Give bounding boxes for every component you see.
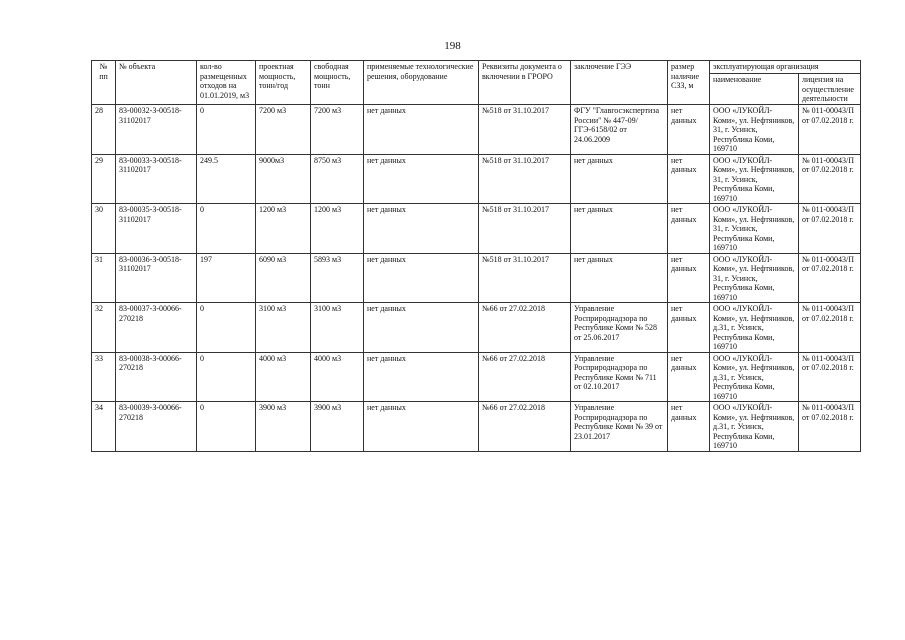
cell-object-no: 83-00037-З-00066-270218 [116,303,197,353]
table-row [92,303,861,353]
cell-num: 34 [92,402,116,452]
cell-num: 29 [92,154,116,204]
cell-operator-name: ООО «ЛУКОЙЛ-Коми», ул. Нефтяников, д.31, г. Усинск, Республика Коми, 169710 [710,402,799,452]
cell-license: № 011-00043/П от 07.02.2018 г. [799,105,861,155]
header-operator: эксплуатирующая организация [710,61,861,74]
cell-design-capacity: 3100 м3 [256,303,311,353]
cell-operator-name: ООО «ЛУКОЙЛ-Коми», ул. Нефтяников, 31, г. Усинск, Республика Коми, 169710 [710,105,799,155]
cell-num: 30 [92,204,116,254]
table-row [92,204,861,254]
cell-szz: нет данных [668,303,710,353]
header-license: лицензия на осуществление деятельности [799,74,861,105]
cell-free-capacity: 3100 м3 [311,303,364,353]
cell-expertise: нет данных [571,154,668,204]
header-design-capacity: проектная мощность, тонн/год [256,61,311,105]
table-row [92,105,861,155]
cell-szz: нет данных [668,402,710,452]
cell-free-capacity: 4000 м3 [311,352,364,402]
header-expertise: заключение ГЭЭ [571,61,668,105]
cell-expertise: Управление Росприроднадзора по Республике Коми № 528 от 25.06.2017 [571,303,668,353]
header-free-capacity: свободная мощность, тонн [311,61,364,105]
cell-waste-amount: 0 [197,105,256,155]
cell-doc-details: №66 от 27.02.2018 [479,402,571,452]
cell-license: № 011-00043/П от 07.02.2018 г. [799,154,861,204]
cell-operator-name: ООО «ЛУКОЙЛ-Коми», ул. Нефтяников, 31, г. Усинск, Республика Коми, 169710 [710,154,799,204]
cell-operator-name: ООО «ЛУКОЙЛ-Коми», ул. Нефтяников, 31, г. Усинск, Республика Коми, 169710 [710,204,799,254]
cell-waste-amount: 0 [197,204,256,254]
cell-free-capacity: 1200 м3 [311,204,364,254]
cell-license: № 011-00043/П от 07.02.2018 г. [799,253,861,303]
cell-waste-amount: 0 [197,352,256,402]
cell-technology: нет данных [364,303,479,353]
cell-design-capacity: 1200 м3 [256,204,311,254]
cell-num: 33 [92,352,116,402]
cell-free-capacity: 5893 м3 [311,253,364,303]
cell-design-capacity: 3900 м3 [256,402,311,452]
header-num: № пп [92,61,116,105]
cell-object-no: 83-00036-З-00518-31102017 [116,253,197,303]
cell-waste-amount: 0 [197,303,256,353]
cell-operator-name: ООО «ЛУКОЙЛ-Коми», ул. Нефтяников, д.31, г. Усинск, Республика Коми, 169710 [710,303,799,353]
cell-doc-details: №518 от 31.10.2017 [479,253,571,303]
cell-szz: нет данных [668,352,710,402]
cell-design-capacity: 4000 м3 [256,352,311,402]
cell-object-no: 83-00035-З-00518-31102017 [116,204,197,254]
cell-free-capacity: 3900 м3 [311,402,364,452]
cell-technology: нет данных [364,154,479,204]
cell-expertise: Управление Росприроднадзора по Республике Коми № 39 от 23.01.2017 [571,402,668,452]
table-row [92,154,861,204]
header-object-no: № объекта [116,61,197,105]
cell-expertise: нет данных [571,253,668,303]
header-technology: применяемые технологические решения, оборудование [364,61,479,105]
cell-expertise: Управление Росприроднадзора по Республике Коми № 711 от 02.10.2017 [571,352,668,402]
cell-operator-name: ООО «ЛУКОЙЛ-Коми», ул. Нефтяников, д.31, г. Усинск, Республика Коми, 169710 [710,352,799,402]
header-operator-name: наименование [710,74,799,105]
page-number: 198 [444,40,461,52]
cell-expertise: нет данных [571,204,668,254]
cell-doc-details: №66 от 27.02.2018 [479,352,571,402]
cell-technology: нет данных [364,402,479,452]
cell-operator-name: ООО «ЛУКОЙЛ-Коми», ул. Нефтяников, 31, г. Усинск, Республика Коми, 169710 [710,253,799,303]
cell-waste-amount: 0 [197,402,256,452]
cell-technology: нет данных [364,204,479,254]
cell-num: 31 [92,253,116,303]
cell-design-capacity: 6090 м3 [256,253,311,303]
cell-technology: нет данных [364,105,479,155]
table-row [92,402,861,452]
cell-szz: нет данных [668,105,710,155]
cell-num: 32 [92,303,116,353]
header-waste-amount: кол-во размещенных отходов на 01.01.2019, м3 [197,61,256,105]
cell-szz: нет данных [668,253,710,303]
cell-waste-amount: 249.5 [197,154,256,204]
cell-waste-amount: 197 [197,253,256,303]
header-szz: размер наличие СЗЗ, м [668,61,710,105]
header-row [92,61,861,74]
cell-technology: нет данных [364,352,479,402]
cell-object-no: 83-00033-З-00518-31102017 [116,154,197,204]
cell-design-capacity: 9000м3 [256,154,311,204]
table-row [92,352,861,402]
cell-license: № 011-00043/П от 07.02.2018 г. [799,352,861,402]
cell-free-capacity: 7200 м3 [311,105,364,155]
cell-doc-details: №518 от 31.10.2017 [479,105,571,155]
waste-facilities-table [91,60,861,452]
cell-doc-details: №518 от 31.10.2017 [479,204,571,254]
cell-license: № 011-00043/П от 07.02.2018 г. [799,402,861,452]
table-row [92,253,861,303]
cell-technology: нет данных [364,253,479,303]
header-doc-details: Реквизиты документа о включении в ГРОРО [479,61,571,105]
cell-design-capacity: 7200 м3 [256,105,311,155]
cell-expertise: ФГУ "Главгосэкспертиза России" № 447-09/ГГЭ-6158/02 от 24.06.2009 [571,105,668,155]
cell-doc-details: №518 от 31.10.2017 [479,154,571,204]
cell-free-capacity: 8750 м3 [311,154,364,204]
cell-license: № 011-00043/П от 07.02.2018 г. [799,204,861,254]
cell-object-no: 83-00039-З-00066-270218 [116,402,197,452]
cell-szz: нет данных [668,204,710,254]
cell-doc-details: №66 от 27.02.2018 [479,303,571,353]
cell-license: № 011-00043/П от 07.02.2018 г. [799,303,861,353]
cell-szz: нет данных [668,154,710,204]
cell-object-no: 83-00038-З-00066-270218 [116,352,197,402]
cell-num: 28 [92,105,116,155]
cell-object-no: 83-00032-З-00518-31102017 [116,105,197,155]
